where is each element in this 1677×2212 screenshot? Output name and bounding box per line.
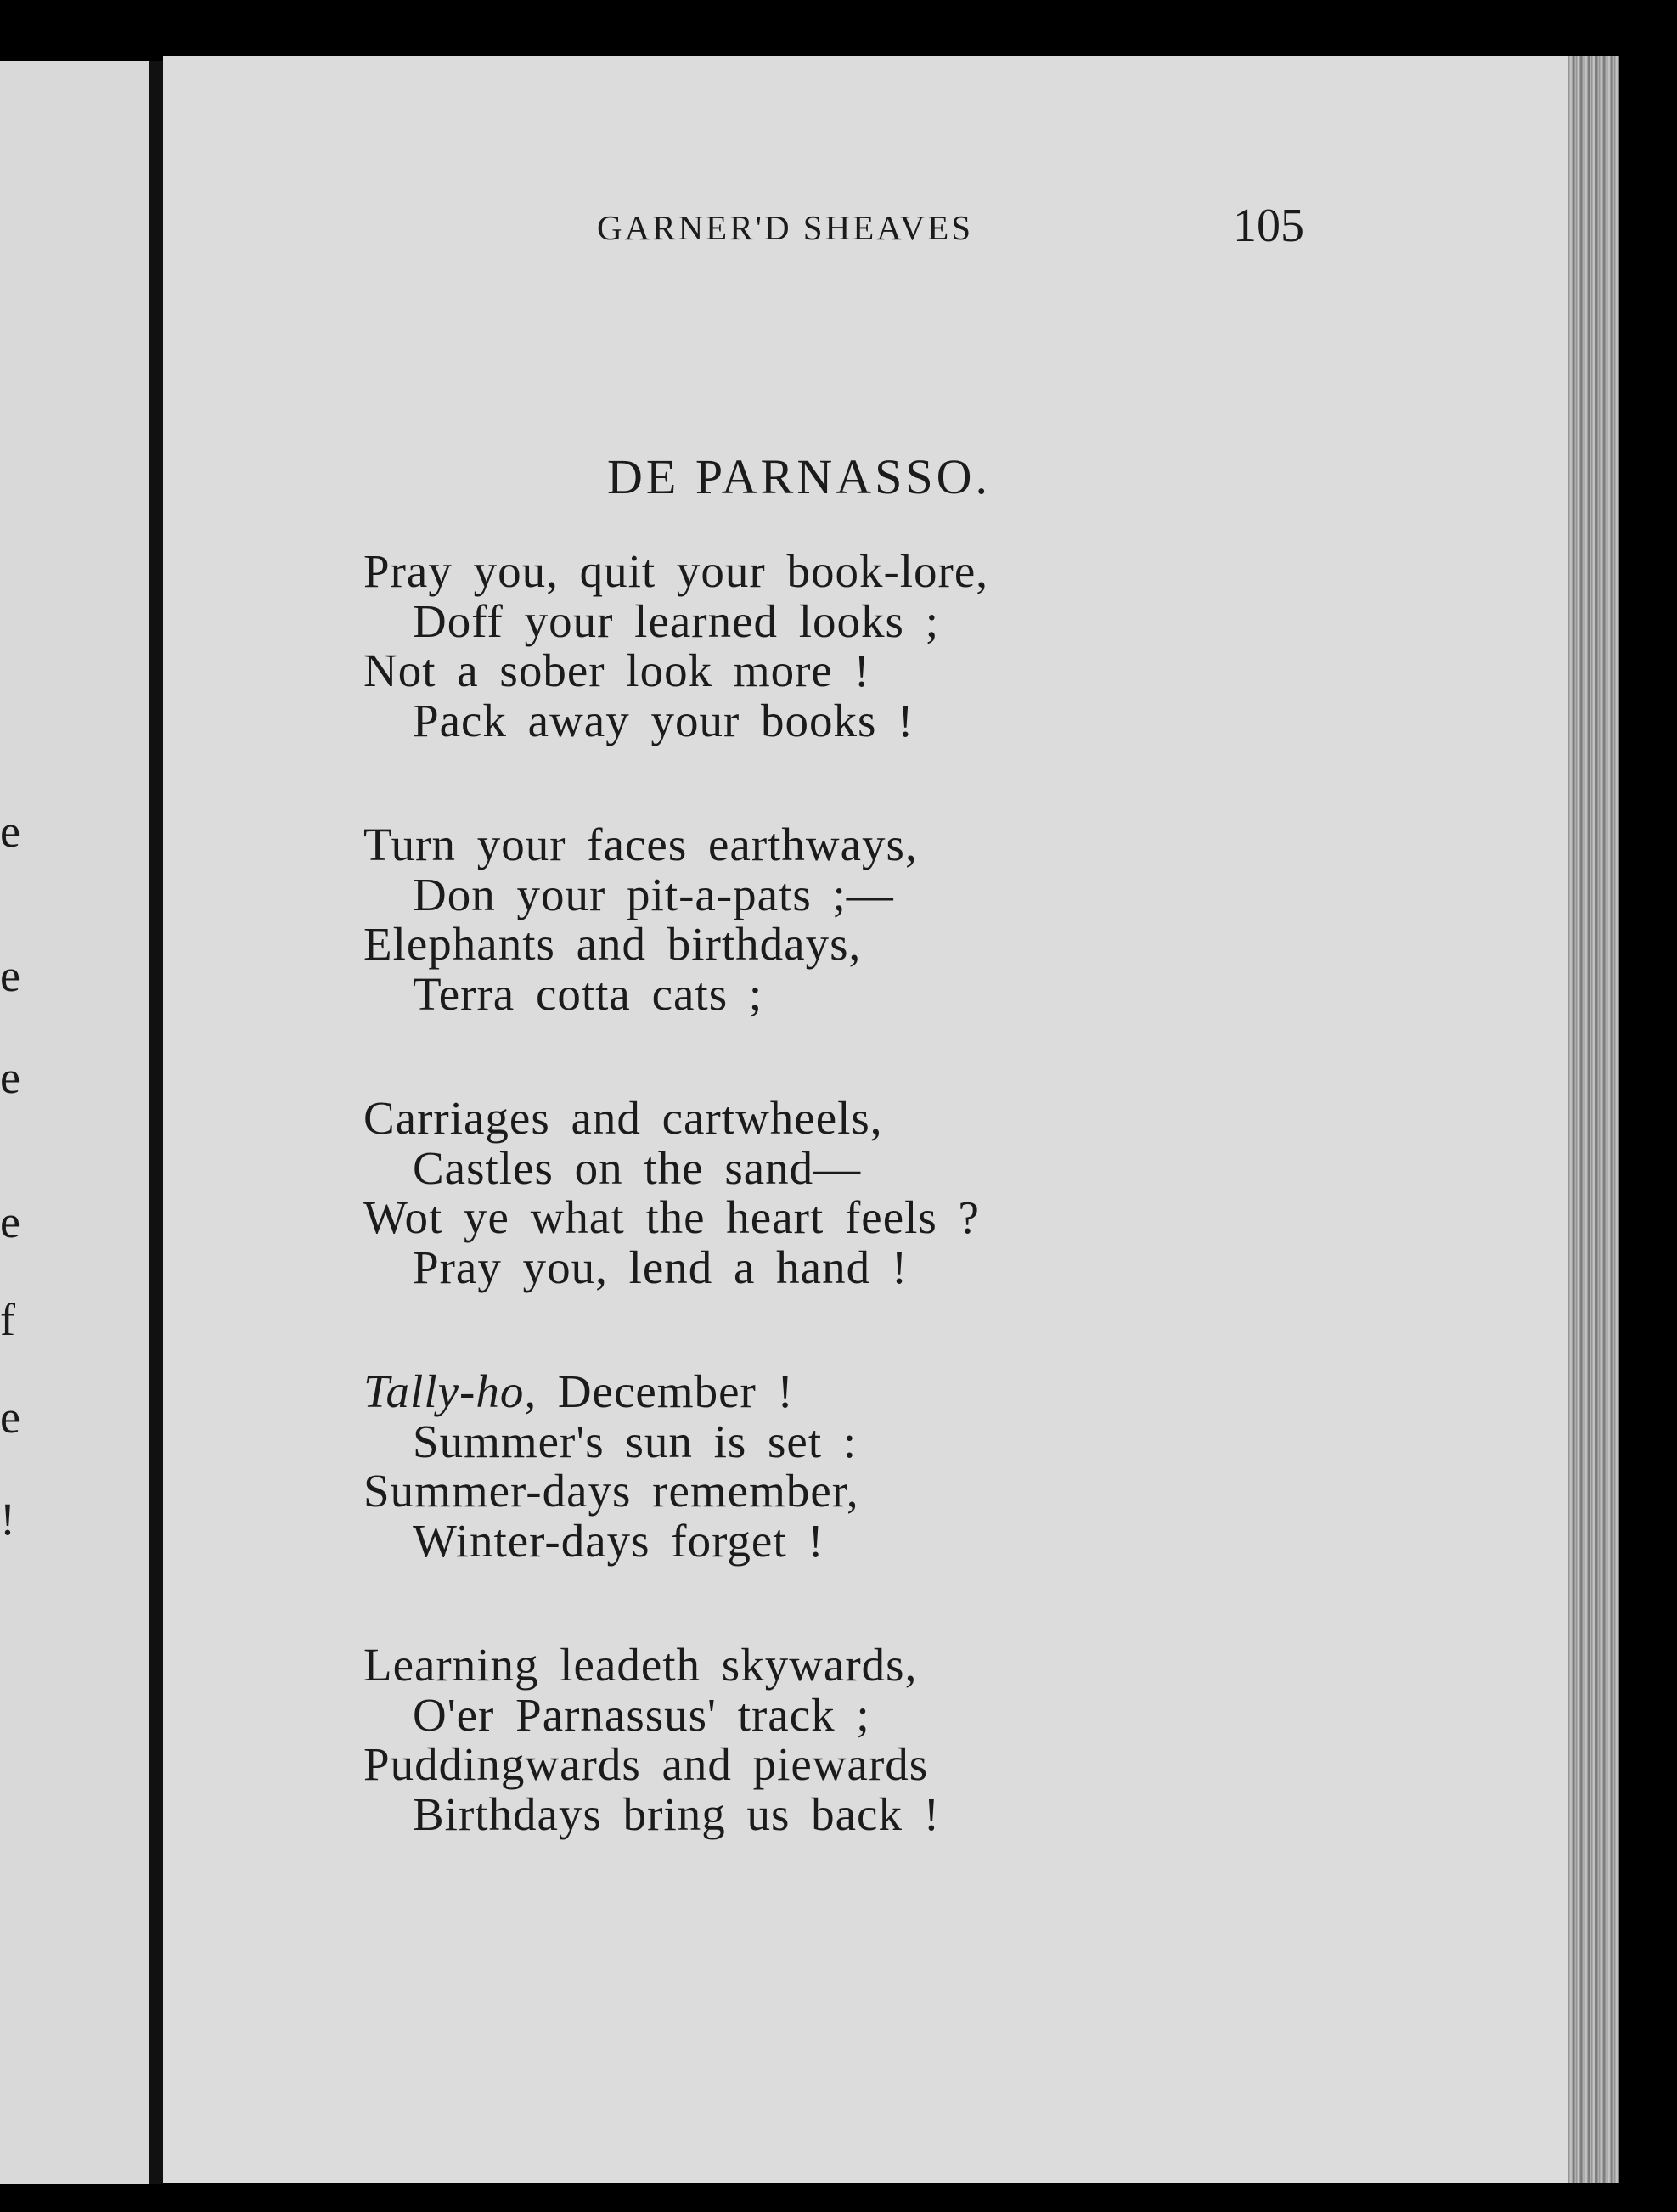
facing-page xyxy=(0,61,151,2184)
poem-line: Don your pit-a-pats ;— xyxy=(413,868,894,920)
facing-page-fragment: e xyxy=(0,1196,20,1247)
stanza xyxy=(363,1094,1128,1292)
running-head: GARNER'D SHEAVES xyxy=(597,208,974,247)
poem-line: O'er Parnassus' track ; xyxy=(413,1688,870,1741)
stanza xyxy=(363,820,1128,1019)
poem-line: Elephants and birthdays, xyxy=(363,918,862,970)
poem-line: Pray you, lend a hand ! xyxy=(413,1241,909,1293)
poem-line: Pray you, quit your book-lore, xyxy=(363,545,989,597)
facing-page-fragment: e xyxy=(0,806,20,857)
book-gutter xyxy=(149,61,163,2184)
poem-line: Castles on the sand— xyxy=(413,1141,862,1194)
page-edges xyxy=(1568,56,1619,2183)
poem-line: Doff your learned looks ; xyxy=(413,594,939,647)
facing-page-fragment: e xyxy=(0,1052,20,1103)
poem-line: Wot ye what the heart feels ? xyxy=(363,1191,980,1243)
poem-line: Carriages and cartwheels, xyxy=(363,1092,883,1144)
stanza xyxy=(363,1367,1128,1566)
facing-page-fragment: e xyxy=(0,950,20,1001)
poem-line: Learning leadeth skywards, xyxy=(363,1639,918,1691)
stanza xyxy=(363,547,1128,746)
poem-line: Turn your faces earthways, xyxy=(363,819,918,870)
poem-line: Summer's sun is set : xyxy=(413,1415,858,1467)
facing-page-fragment: e xyxy=(0,1392,20,1443)
poem-line: Terra cotta cats ; xyxy=(413,967,763,1020)
poem-line: Puddingwards and piewards xyxy=(363,1738,929,1790)
poem-line: Winter-days forget ! xyxy=(413,1514,824,1567)
facing-page-fragment: f xyxy=(0,1294,15,1345)
poem-body xyxy=(363,547,1128,1914)
italic-phrase: Tally-ho, xyxy=(363,1365,537,1417)
poem-line: Not a sober look more ! xyxy=(363,644,870,696)
poem-line: Birthdays bring us back ! xyxy=(413,1787,941,1840)
poem-line xyxy=(363,1367,1128,1417)
page-number: 105 xyxy=(1233,200,1304,252)
facing-page-fragment: ! xyxy=(0,1494,15,1545)
poem-line: Summer-days remember, xyxy=(363,1465,859,1517)
stanza xyxy=(363,1641,1128,1839)
line-remainder: December ! xyxy=(537,1365,794,1417)
poem-line: Pack away your books ! xyxy=(413,694,914,746)
poem-title: DE PARNASSO. xyxy=(607,449,991,504)
